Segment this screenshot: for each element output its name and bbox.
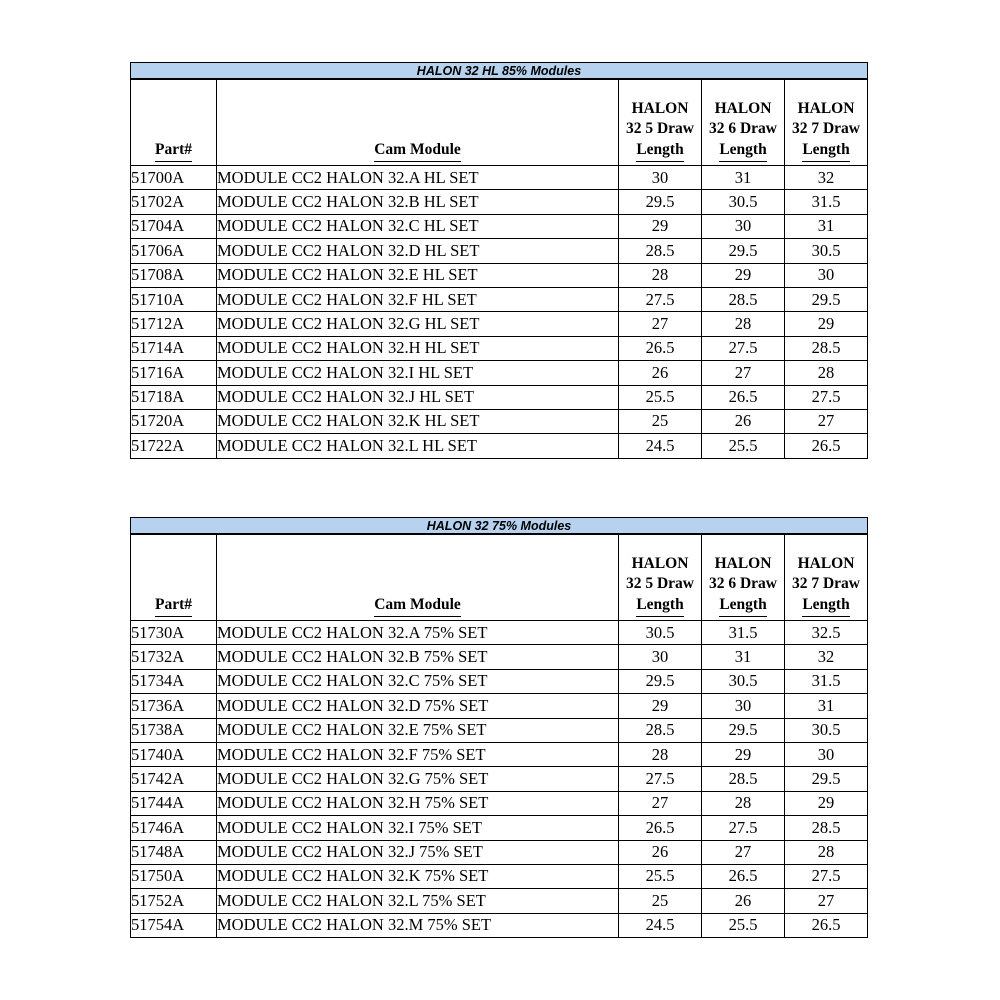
cell-cam-module: MODULE CC2 HALON 32.G 75% SET: [217, 767, 619, 791]
header-len5-line1: HALON: [631, 554, 689, 572]
cell-length-6draw: 28.5: [702, 287, 785, 311]
cell-cam-module: MODULE CC2 HALON 32.D 75% SET: [217, 694, 619, 718]
cell-length-7draw: 30.5: [785, 239, 868, 263]
header-len5-line3: Length: [636, 140, 683, 162]
table-row: [131, 409, 868, 433]
cell-length-7draw: 28.5: [785, 336, 868, 360]
header-len6-line2: 32 6 Draw: [708, 575, 778, 593]
cell-part-number: 51710A: [131, 287, 217, 311]
cell-length-7draw: 27: [785, 889, 868, 913]
cell-length-7draw: 28: [785, 361, 868, 385]
header-module-label: Cam Module: [374, 595, 461, 617]
cell-length-6draw: 26.5: [702, 864, 785, 888]
table-row: [131, 190, 868, 214]
table-row: [131, 385, 868, 409]
cell-cam-module: MODULE CC2 HALON 32.J HL SET: [217, 385, 619, 409]
header-len6: [702, 535, 785, 621]
cell-part-number: 51720A: [131, 409, 217, 433]
header-module: [217, 80, 619, 166]
cell-length-7draw: 28.5: [785, 816, 868, 840]
cell-length-5draw: 28.5: [619, 718, 702, 742]
table-row: [131, 767, 868, 791]
cell-cam-module: MODULE CC2 HALON 32.E HL SET: [217, 263, 619, 287]
cell-length-5draw: 26.5: [619, 336, 702, 360]
cell-length-6draw: 27: [702, 840, 785, 864]
cell-cam-module: MODULE CC2 HALON 32.D HL SET: [217, 239, 619, 263]
table-row: [131, 361, 868, 385]
cell-part-number: 51746A: [131, 816, 217, 840]
cell-part-number: 51752A: [131, 889, 217, 913]
cell-cam-module: MODULE CC2 HALON 32.A HL SET: [217, 166, 619, 190]
cell-length-7draw: 29: [785, 312, 868, 336]
header-len7-line2: 32 7 Draw: [791, 575, 861, 593]
cell-cam-module: MODULE CC2 HALON 32.I HL SET: [217, 361, 619, 385]
cell-length-6draw: 27.5: [702, 336, 785, 360]
cell-length-6draw: 27.5: [702, 816, 785, 840]
table-row: [131, 791, 868, 815]
cell-length-5draw: 29.5: [619, 190, 702, 214]
table-header: [131, 80, 868, 166]
table-row: [131, 287, 868, 311]
cell-cam-module: MODULE CC2 HALON 32.K 75% SET: [217, 864, 619, 888]
cell-length-6draw: 25.5: [702, 913, 785, 937]
table-row: [131, 864, 868, 888]
cell-cam-module: MODULE CC2 HALON 32.F HL SET: [217, 287, 619, 311]
cell-cam-module: MODULE CC2 HALON 32.H 75% SET: [217, 791, 619, 815]
table-body: [131, 621, 868, 938]
cell-length-6draw: 26: [702, 889, 785, 913]
header-len6-line2: 32 6 Draw: [708, 120, 778, 138]
table-title-band: HALON 32 HL 85% Modules: [130, 62, 868, 79]
table-row: [131, 239, 868, 263]
cell-part-number: 51712A: [131, 312, 217, 336]
cell-length-5draw: 27: [619, 312, 702, 336]
header-len7-line3: Length: [802, 140, 849, 162]
table-row: [131, 718, 868, 742]
cell-cam-module: MODULE CC2 HALON 32.F 75% SET: [217, 742, 619, 766]
cell-length-5draw: 26: [619, 361, 702, 385]
cell-length-7draw: 26.5: [785, 913, 868, 937]
cell-part-number: 51738A: [131, 718, 217, 742]
cell-part-number: 51714A: [131, 336, 217, 360]
cell-length-7draw: 29: [785, 791, 868, 815]
cell-length-6draw: 31.5: [702, 621, 785, 645]
table-row: [131, 312, 868, 336]
table-row: [131, 742, 868, 766]
cell-length-5draw: 29: [619, 694, 702, 718]
cell-part-number: 51718A: [131, 385, 217, 409]
cell-length-7draw: 27.5: [785, 864, 868, 888]
cell-length-5draw: 25: [619, 889, 702, 913]
table-body: [131, 166, 868, 459]
cell-length-6draw: 28: [702, 312, 785, 336]
cell-length-7draw: 31.5: [785, 190, 868, 214]
cell-length-6draw: 29.5: [702, 718, 785, 742]
cell-cam-module: MODULE CC2 HALON 32.M 75% SET: [217, 913, 619, 937]
cell-length-5draw: 27.5: [619, 287, 702, 311]
cell-length-5draw: 30: [619, 645, 702, 669]
cell-part-number: 51754A: [131, 913, 217, 937]
cell-length-6draw: 31: [702, 166, 785, 190]
table-block-halon32-hl-85: [130, 62, 868, 459]
cell-cam-module: MODULE CC2 HALON 32.C 75% SET: [217, 669, 619, 693]
table-row: [131, 694, 868, 718]
header-part-label: Part#: [155, 140, 192, 162]
cell-part-number: 51748A: [131, 840, 217, 864]
cell-length-6draw: 30: [702, 694, 785, 718]
cell-length-6draw: 27: [702, 361, 785, 385]
cell-length-7draw: 30.5: [785, 718, 868, 742]
table-row: [131, 434, 868, 458]
cell-cam-module: MODULE CC2 HALON 32.H HL SET: [217, 336, 619, 360]
cell-part-number: 51704A: [131, 214, 217, 238]
cell-length-5draw: 25.5: [619, 385, 702, 409]
header-module-label: Cam Module: [374, 140, 461, 162]
cell-cam-module: MODULE CC2 HALON 32.B HL SET: [217, 190, 619, 214]
cell-length-6draw: 29: [702, 263, 785, 287]
cell-length-7draw: 30: [785, 263, 868, 287]
cell-part-number: 51750A: [131, 864, 217, 888]
cell-length-7draw: 29.5: [785, 767, 868, 791]
cell-part-number: 51740A: [131, 742, 217, 766]
cell-part-number: 51716A: [131, 361, 217, 385]
table-row: [131, 263, 868, 287]
cell-part-number: 51700A: [131, 166, 217, 190]
header-module: [217, 535, 619, 621]
cell-length-5draw: 27.5: [619, 767, 702, 791]
cell-cam-module: MODULE CC2 HALON 32.K HL SET: [217, 409, 619, 433]
cell-length-7draw: 27.5: [785, 385, 868, 409]
table-row: [131, 913, 868, 937]
header-len7: [785, 535, 868, 621]
cell-length-7draw: 30: [785, 742, 868, 766]
cell-part-number: 51706A: [131, 239, 217, 263]
header-part-label: Part#: [155, 595, 192, 617]
header-len7-line2: 32 7 Draw: [791, 120, 861, 138]
header-len7-line3: Length: [802, 595, 849, 617]
cell-length-6draw: 28: [702, 791, 785, 815]
cell-part-number: 51702A: [131, 190, 217, 214]
cell-length-6draw: 26: [702, 409, 785, 433]
cell-length-7draw: 32: [785, 645, 868, 669]
table-block-halon32-75: [130, 517, 868, 938]
cell-length-5draw: 26: [619, 840, 702, 864]
cell-length-6draw: 26.5: [702, 385, 785, 409]
table-row: [131, 645, 868, 669]
cell-length-7draw: 28: [785, 840, 868, 864]
header-part: [131, 80, 217, 166]
header-len5: [619, 80, 702, 166]
cell-length-6draw: 28.5: [702, 767, 785, 791]
table-row: [131, 669, 868, 693]
table-row: [131, 336, 868, 360]
cell-cam-module: MODULE CC2 HALON 32.L HL SET: [217, 434, 619, 458]
header-len6: [702, 80, 785, 166]
cell-length-6draw: 29: [702, 742, 785, 766]
cell-length-5draw: 28.5: [619, 239, 702, 263]
cell-length-7draw: 32.5: [785, 621, 868, 645]
header-len5-line2: 32 5 Draw: [625, 575, 695, 593]
cell-length-7draw: 31.5: [785, 669, 868, 693]
table-row: [131, 889, 868, 913]
cell-cam-module: MODULE CC2 HALON 32.L 75% SET: [217, 889, 619, 913]
table-header: [131, 535, 868, 621]
cell-part-number: 51742A: [131, 767, 217, 791]
cell-length-6draw: 30: [702, 214, 785, 238]
cell-length-5draw: 24.5: [619, 434, 702, 458]
cell-length-5draw: 25: [619, 409, 702, 433]
header-len7-line1: HALON: [797, 554, 855, 572]
cell-length-6draw: 30.5: [702, 190, 785, 214]
cell-length-7draw: 32: [785, 166, 868, 190]
cell-cam-module: MODULE CC2 HALON 32.J 75% SET: [217, 840, 619, 864]
data-table: [130, 534, 868, 938]
table-row: [131, 621, 868, 645]
cell-length-5draw: 27: [619, 791, 702, 815]
cell-cam-module: MODULE CC2 HALON 32.E 75% SET: [217, 718, 619, 742]
header-len5-line2: 32 5 Draw: [625, 120, 695, 138]
header-len5-line3: Length: [636, 595, 683, 617]
cell-length-5draw: 30: [619, 166, 702, 190]
cell-length-6draw: 31: [702, 645, 785, 669]
table-row: [131, 166, 868, 190]
cell-part-number: 51722A: [131, 434, 217, 458]
table-title-band: HALON 32 75% Modules: [130, 517, 868, 534]
header-row: [131, 80, 868, 166]
cell-length-5draw: 29.5: [619, 669, 702, 693]
cell-length-5draw: 25.5: [619, 864, 702, 888]
cell-cam-module: MODULE CC2 HALON 32.C HL SET: [217, 214, 619, 238]
cell-part-number: 51730A: [131, 621, 217, 645]
cell-length-6draw: 30.5: [702, 669, 785, 693]
cell-part-number: 51732A: [131, 645, 217, 669]
cell-length-7draw: 27: [785, 409, 868, 433]
cell-length-5draw: 30.5: [619, 621, 702, 645]
cell-length-7draw: 26.5: [785, 434, 868, 458]
header-len7-line1: HALON: [797, 99, 855, 117]
cell-length-5draw: 24.5: [619, 913, 702, 937]
cell-length-7draw: 31: [785, 694, 868, 718]
cell-part-number: 51736A: [131, 694, 217, 718]
cell-part-number: 51734A: [131, 669, 217, 693]
cell-cam-module: MODULE CC2 HALON 32.I 75% SET: [217, 816, 619, 840]
cell-cam-module: MODULE CC2 HALON 32.A 75% SET: [217, 621, 619, 645]
cell-length-5draw: 28: [619, 263, 702, 287]
header-len6-line3: Length: [719, 140, 766, 162]
header-len6-line1: HALON: [714, 554, 772, 572]
table-row: [131, 214, 868, 238]
table-row: [131, 840, 868, 864]
cell-length-5draw: 28: [619, 742, 702, 766]
cell-length-7draw: 29.5: [785, 287, 868, 311]
table-row: [131, 816, 868, 840]
cell-part-number: 51744A: [131, 791, 217, 815]
header-len5: [619, 535, 702, 621]
cell-length-7draw: 31: [785, 214, 868, 238]
cell-length-5draw: 29: [619, 214, 702, 238]
header-part: [131, 535, 217, 621]
cell-cam-module: MODULE CC2 HALON 32.G HL SET: [217, 312, 619, 336]
header-len6-line1: HALON: [714, 99, 772, 117]
header-len7: [785, 80, 868, 166]
data-table: [130, 79, 868, 459]
header-row: [131, 535, 868, 621]
cell-cam-module: MODULE CC2 HALON 32.B 75% SET: [217, 645, 619, 669]
cell-length-6draw: 29.5: [702, 239, 785, 263]
cell-length-6draw: 25.5: [702, 434, 785, 458]
cell-length-5draw: 26.5: [619, 816, 702, 840]
header-len6-line3: Length: [719, 595, 766, 617]
cell-part-number: 51708A: [131, 263, 217, 287]
header-len5-line1: HALON: [631, 99, 689, 117]
